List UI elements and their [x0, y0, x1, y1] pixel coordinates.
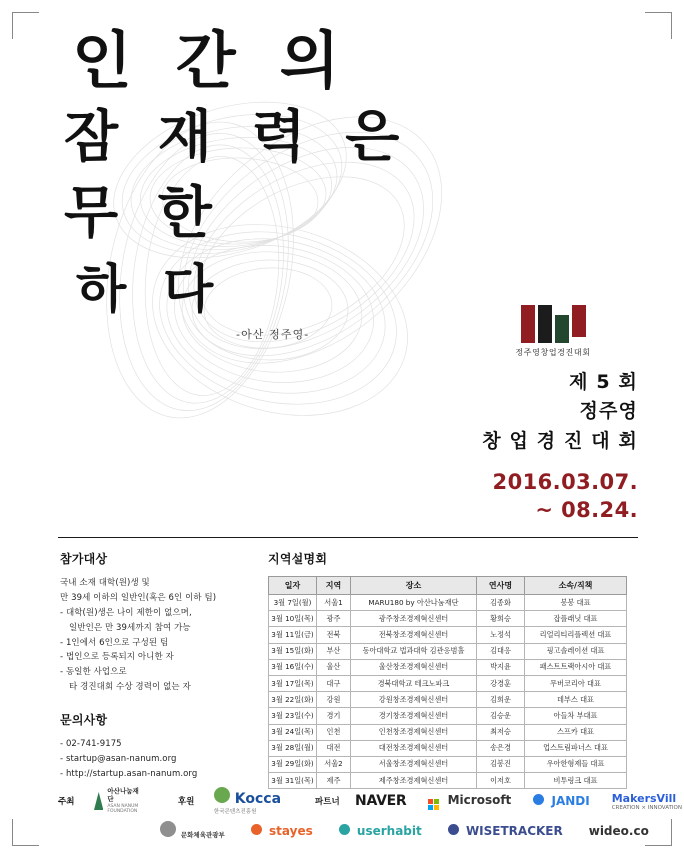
partner-stayes: stayes	[251, 824, 313, 838]
cell-speaker: 강경훈	[477, 675, 525, 691]
userhabit-logo-icon	[339, 824, 350, 835]
mcst-mark-icon	[160, 821, 176, 837]
asan-foundation-logo	[94, 787, 144, 816]
crop-mark-bottom-right	[645, 819, 672, 846]
event-date-start: 2016.03.07.	[492, 470, 638, 494]
cell-affiliation: 핑고솔레이션 대표	[525, 643, 627, 659]
sessions-title: 지역설명회	[268, 552, 328, 566]
cell-region: 경기	[317, 708, 351, 724]
makersvill-sub: CREATION × INNOVATION	[611, 804, 682, 811]
host-name-ko: 아산나눔재단	[107, 786, 139, 804]
table-row	[269, 659, 627, 675]
column-header-affiliation: 소속/직책	[525, 577, 627, 595]
table-row	[269, 611, 627, 627]
headline-line-1: 인 간 의	[72, 24, 351, 97]
cell-speaker: 김종화	[477, 595, 525, 611]
cell-venue: 제주창조경제혁신센터	[351, 773, 477, 789]
cell-speaker: 김봉진	[477, 756, 525, 772]
cell-affiliation: 데부스 대표	[525, 692, 627, 708]
cell-date: 3월 16일(수)	[269, 659, 317, 675]
host-name-en: ASAN NANUM FOUNDATION	[107, 803, 139, 815]
table-row	[269, 756, 627, 772]
cell-date: 3월 7일(월)	[269, 595, 317, 611]
cell-venue: MARU180 by 아산나눔재단	[351, 595, 477, 611]
cell-region: 대구	[317, 675, 351, 691]
sessions-table	[268, 576, 627, 789]
kocca-sub: 한국콘텐츠진흥원	[213, 809, 257, 815]
cell-affiliation: 우아한형제들 대표	[525, 756, 627, 772]
list-item: 만 39세 이하의 일반인(혹은 6인 이하 팀)	[60, 592, 217, 603]
contact-website[interactable]: - http://startup.asan-nanum.org	[60, 768, 198, 779]
column-header-date: 일자	[269, 577, 317, 595]
column-header-venue: 장소	[351, 577, 477, 595]
list-item: - 1인에서 6인으로 구성된 팀	[60, 637, 169, 648]
event-title-line-2: 정주영	[579, 400, 638, 423]
participants-list	[60, 576, 250, 695]
table-row	[269, 643, 627, 659]
sponsor-label: 후원	[177, 797, 195, 807]
contact-list	[60, 737, 250, 782]
logo-caption: 정주영창업경진대회	[515, 348, 591, 357]
cell-affiliation: 잡플래닛 대표	[525, 611, 627, 627]
cell-speaker: 노정석	[477, 627, 525, 643]
cell-venue: 경기창조경제혁신센터	[351, 708, 477, 724]
contact-title: 문의사항	[60, 713, 108, 727]
cell-venue: 인천창조경제혁신센터	[351, 724, 477, 740]
kocca-mark-icon	[214, 787, 230, 803]
sponsor-mcst: 문화체육관광부	[160, 821, 225, 841]
list-item: - 법인으로 등록되지 아니한 자	[60, 652, 174, 663]
cell-date: 3월 17일(목)	[269, 675, 317, 691]
table-row	[269, 595, 627, 611]
wisetracker-logo-icon	[448, 824, 459, 835]
cell-affiliation: 무버코리아 대표	[525, 675, 627, 691]
footer-sponsors	[58, 786, 682, 848]
footer-row-1	[58, 786, 682, 816]
table-row	[269, 740, 627, 756]
cell-venue: 서울창조경제혁신센터	[351, 756, 477, 772]
cell-region: 서울2	[317, 756, 351, 772]
asan-mark-icon	[94, 792, 103, 810]
table-row	[269, 708, 627, 724]
column-header-speaker: 연사명	[477, 577, 525, 595]
cell-venue: 강원창조경제혁신센터	[351, 692, 477, 708]
cell-affiliation: 스프카 대표	[525, 724, 627, 740]
column-header-region: 지역	[317, 577, 351, 595]
footer-row-2	[58, 816, 649, 846]
cell-region: 부산	[317, 643, 351, 659]
cell-speaker: 김승운	[477, 708, 525, 724]
cell-venue: 광주창조경제혁신센터	[351, 611, 477, 627]
table-row	[269, 692, 627, 708]
crop-mark-top-left	[12, 12, 39, 39]
cell-date: 3월 15일(화)	[269, 643, 317, 659]
cell-venue: 대전창조경제혁신센터	[351, 740, 477, 756]
table-row	[269, 627, 627, 643]
cell-affiliation: 봉봉 대표	[525, 595, 627, 611]
headline-line-2: 잠 재 력 은	[64, 105, 410, 170]
list-item: 타 경진대회 수상 경력이 없는 자	[69, 682, 191, 693]
cell-date: 3월 11일(금)	[269, 627, 317, 643]
partner-makersvill: MakersVill CREATION × INNOVATION	[611, 791, 682, 811]
cell-speaker: 송은경	[477, 740, 525, 756]
contact-phone: - 02-741-9175	[60, 739, 122, 749]
section-divider	[58, 537, 638, 538]
cell-venue: 울산창조경제혁신센터	[351, 659, 477, 675]
cell-affiliation: 비투링크 대표	[525, 773, 627, 789]
cell-speaker: 김대응	[477, 643, 525, 659]
cell-region: 제주	[317, 773, 351, 789]
info-column	[60, 550, 250, 798]
event-title-line-1: 제 5 회	[569, 371, 638, 393]
cell-date: 3월 24일(목)	[269, 724, 317, 740]
partner-userhabit: userhabit	[339, 824, 422, 838]
headline-attribution: -아산 정주영-	[236, 328, 310, 341]
cell-region: 강원	[317, 692, 351, 708]
list-item: 일반인은 만 39세까지 참여 가능	[69, 622, 191, 633]
event-dates	[458, 468, 638, 525]
cell-affiliation: 리얼리티리플렉션 대표	[525, 627, 627, 643]
cell-date: 3월 28일(월)	[269, 740, 317, 756]
cell-region: 광주	[317, 611, 351, 627]
cell-date: 3월 10일(목)	[269, 611, 317, 627]
event-title-line-3: 창 업 경 진 대 회	[482, 429, 638, 452]
table-header-row	[269, 577, 627, 595]
cell-venue: 동아대학교 법과대학 김관응범홀	[351, 643, 477, 659]
host-label: 주최	[58, 797, 75, 807]
crop-mark-bottom-left	[12, 819, 39, 846]
sessions-section	[268, 550, 626, 789]
partner-wisetracker: WISETRACKER	[448, 824, 563, 838]
list-item: - 동일한 사업으로	[60, 667, 127, 678]
cell-region: 전북	[317, 627, 351, 643]
headline-line-3: 무 한	[64, 181, 222, 246]
sponsor-kocca: Kocca 한국콘텐츠진흥원	[214, 787, 281, 815]
event-title	[458, 368, 638, 456]
logo-bars-icon	[468, 305, 638, 343]
cell-region: 울산	[317, 659, 351, 675]
crop-mark-top-right	[645, 12, 672, 39]
cell-speaker: 최저승	[477, 724, 525, 740]
cell-speaker: 김희운	[477, 692, 525, 708]
cell-venue: 경북대학교 테크노파크	[351, 675, 477, 691]
table-row	[269, 675, 627, 691]
cell-date: 3월 31일(목)	[269, 773, 317, 789]
cell-venue: 전북창조경제혁신센터	[351, 627, 477, 643]
list-item: - 대학(원)생은 나이 제한이 없으며,	[60, 607, 192, 618]
partner-microsoft: Microsoft	[428, 793, 511, 810]
cell-date: 3월 29일(화)	[269, 756, 317, 772]
participants-title: 참가대상	[60, 552, 108, 566]
headline-block	[56, 24, 476, 342]
headline-line-4: 하 다	[76, 260, 223, 320]
cell-affiliation: 업스트림파너스 대표	[525, 740, 627, 756]
partner-label: 파트너	[315, 797, 340, 807]
cell-speaker: 황희승	[477, 611, 525, 627]
partner-jandi: JANDI	[533, 794, 589, 808]
contact-email[interactable]: - startup@asan-nanum.org	[60, 753, 177, 764]
partner-wideo: wideo.co	[588, 824, 649, 838]
cell-speaker: 박지윤	[477, 659, 525, 675]
partner-naver: NAVER	[355, 793, 407, 809]
list-item: 국내 소재 대학(원)생 및	[60, 578, 150, 588]
cell-region: 대전	[317, 740, 351, 756]
cell-region: 인천	[317, 724, 351, 740]
jandi-logo-icon	[533, 794, 544, 805]
microsoft-logo-icon	[428, 799, 440, 810]
contest-logo	[468, 305, 638, 358]
stayes-logo-icon	[251, 824, 262, 835]
table-row	[269, 724, 627, 740]
cell-speaker: 이저호	[477, 773, 525, 789]
cell-date: 3월 23일(수)	[269, 708, 317, 724]
cell-date: 3월 22일(화)	[269, 692, 317, 708]
cell-affiliation: 패스트트랙아시아 대표	[525, 659, 627, 675]
event-date-end: ~ 08.24.	[535, 498, 638, 523]
cell-affiliation: 아들차 부대표	[525, 708, 627, 724]
cell-region: 서울1	[317, 595, 351, 611]
